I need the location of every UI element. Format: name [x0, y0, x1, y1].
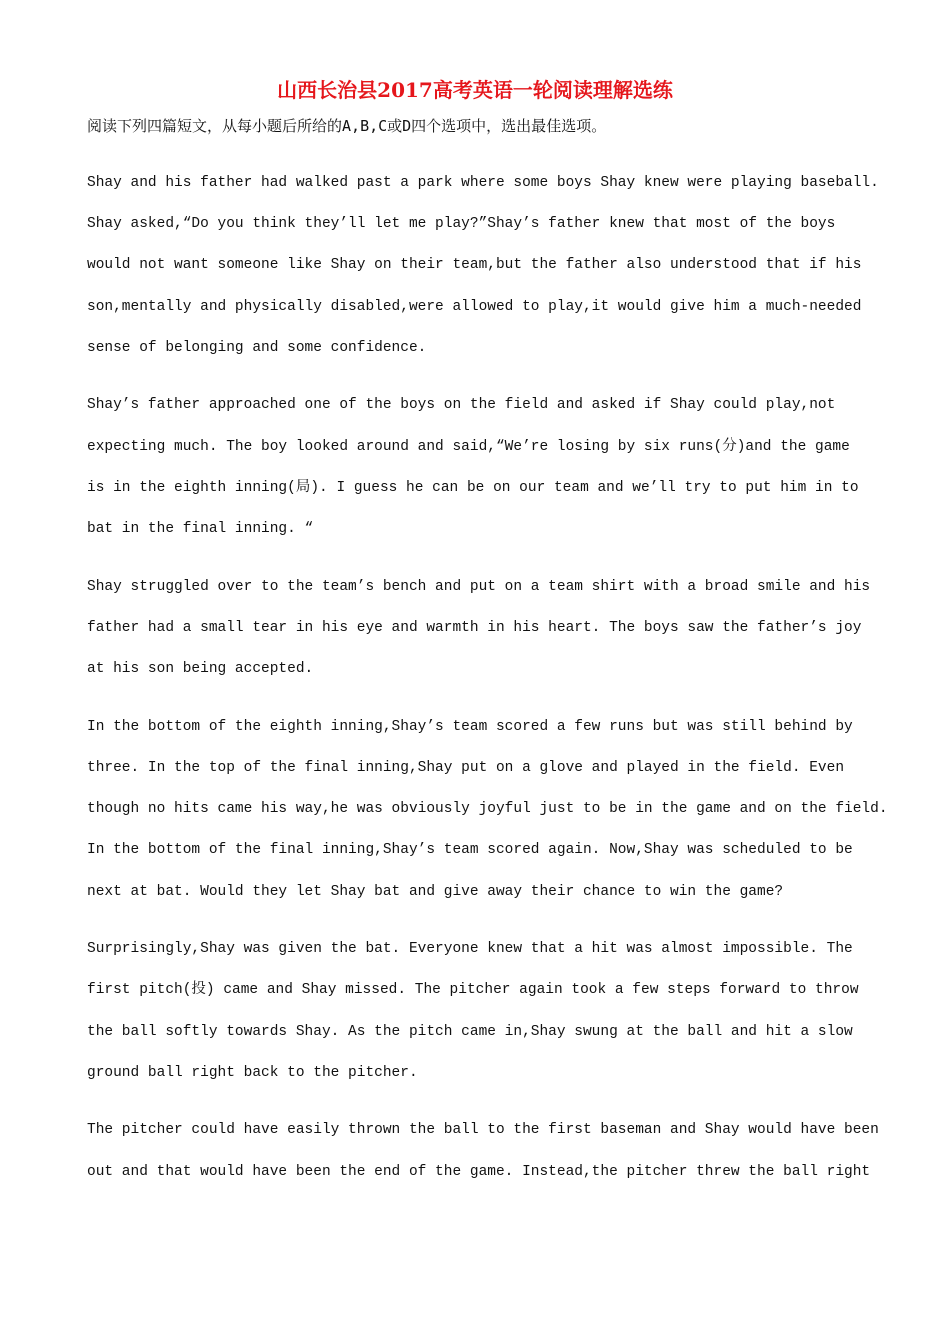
instructions-text: 阅读下列四篇短文，从每小题后所给的A,B,C或D四个选项中，选出最佳选项。: [87, 117, 607, 135]
paragraph-4: [87, 712, 888, 918]
text-line: the ball softly towards Shay. As the pitch came in,Shay swung at the ball and hit a slow: [87, 1023, 853, 1040]
text-line: is in the eighth inning(局). I guess he can be on our team and we’ll try to put him in to: [87, 479, 859, 496]
text-line: The pitcher could have easily thrown the ball to the first baseman and Shay would have been: [87, 1122, 879, 1139]
document-title: 山西长治县2017高考英语一轮阅读理解选练: [277, 78, 673, 102]
text-line: three. In the top of the final inning,Shay put on a glove and played in the field. Even: [87, 759, 845, 776]
passage-body: [87, 168, 888, 1214]
text-line: expecting much. The boy looked around and said,“We’re losing by six runs(分)and the game: [87, 438, 850, 455]
text-line: sense of belonging and some confidence.: [87, 339, 427, 356]
text-line: would not want someone like Shay on their team,but the father also understood that if his: [87, 257, 862, 274]
text-line: out and that would have been the end of the game. Instead,the pitcher threw the ball right: [87, 1163, 871, 1180]
paragraph-1: [87, 168, 877, 374]
text-line: son,mentally and physically disabled,were allowed to play,it would give him a much-needed: [87, 298, 862, 315]
text-line: ground ball right back to the pitcher.: [87, 1064, 418, 1081]
paragraph-2: [87, 390, 877, 555]
text-line: father had a small tear in his eye and warmth in his heart. The boys saw the father’s joy: [87, 619, 862, 636]
text-line: Shay and his father had walked past a park where some boys Shay knew were playing baseball.: [87, 175, 879, 191]
text-line: first pitch(投) came and Shay missed. The pitcher again took a few steps forward to throw: [87, 982, 859, 999]
paragraph-5: [87, 934, 877, 1099]
paragraph-3: [87, 572, 877, 696]
text-line: Shay struggled over to the team’s bench and put on a team shirt with a broad smile and his: [87, 578, 871, 595]
paragraph-6: [87, 1115, 877, 1197]
text-line: In the bottom of the final inning,Shay’s team scored again. Now,Shay was scheduled to be: [87, 842, 853, 859]
text-line: In the bottom of the eighth inning,Shay’s team scored a few runs but was still behind by: [87, 718, 853, 735]
text-line: next at bat. Would they let Shay bat and give away their chance to win the game?: [87, 883, 784, 900]
text-line: Shay asked,“Do you think they’ll let me play?”Shay’s father knew that most of the boys: [87, 216, 836, 233]
text-line: Shay’s father approached one of the boys on the field and asked if Shay could play,not: [87, 397, 836, 414]
text-line: Surprisingly,Shay was given the bat. Everyone knew that a hit was almost impossible. The: [87, 941, 853, 958]
text-line: at his son being accepted.: [87, 661, 314, 678]
text-line: though no hits came his way,he was obviously joyful just to be in the game and on the field.: [87, 801, 888, 818]
text-line: bat in the final inning. “: [87, 521, 314, 537]
